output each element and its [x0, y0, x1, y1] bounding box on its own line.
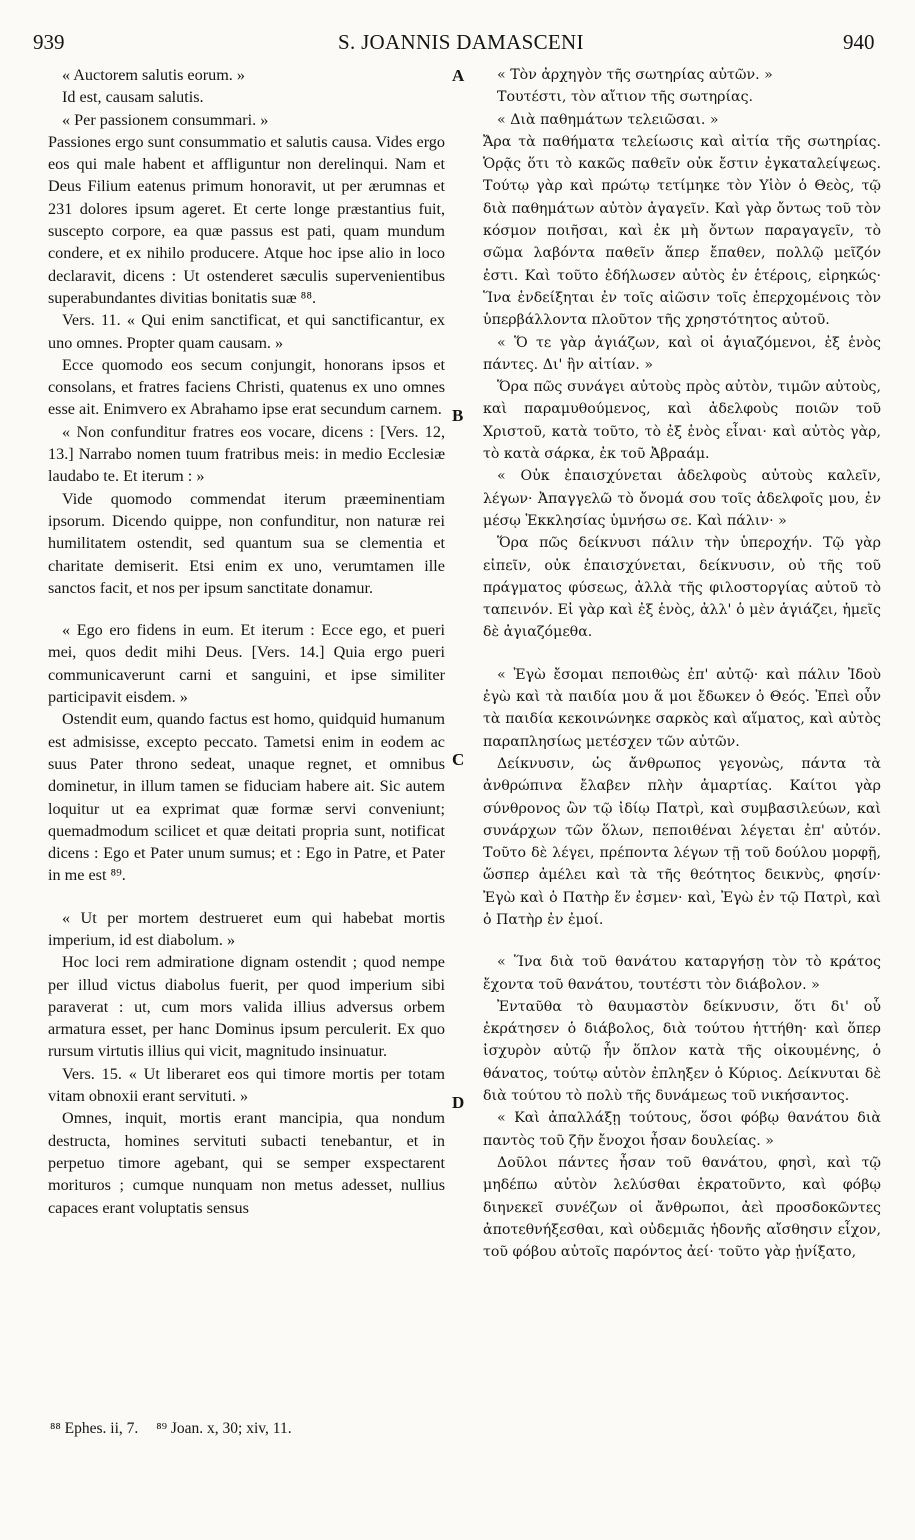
greek-para: Τουτέστι, τὸν αἴτιον τῆς σωτηρίας. — [497, 89, 754, 106]
greek-para: « Τὸν ἀρχηγὸν τῆς σωτηρίας αὐτῶν. » — [497, 67, 773, 83]
greek-para: « Διὰ παθημάτων τελειῶσαι. » — [497, 111, 719, 128]
greek-column — [483, 64, 881, 1263]
greek-para: Ὅρα πῶς δείκνυσι πάλιν τὴν ὑπεροχήν. Τῷ γὰρ εἰπεῖν, οὐκ ἐπαισχύνεται, δείκνυσιν, οὐ τῆς τοῦ πράγματος φύσεως, ἀλλὰ τῆς φιλοστοργίας αὐτοῦ τὸ ταπεινόν. Εἰ γὰρ καὶ ἐξ ἑνὸς, ἀλλ' ὁ μὲν ἁγιάζει, ἡμεῖς δὲ ἁγιαζόμεθα. — [483, 535, 881, 641]
page-number-right: 940 — [843, 30, 875, 54]
greek-para: « Οὐκ ἐπαισχύνεται ἀδελφοὺς αὐτοὺς καλεῖν, λέγων· Ἀπαγγελῶ τὸ ὄνομά σου τοῖς ἀδελφοῖς μου, ἐν μέσῳ Ἐκκλησίας ὑμνήσω σε. Καὶ πάλιν· » — [483, 468, 881, 529]
latin-para: Vide quomodo commendat iterum præeminentiam ipsorum. Dicendo quippe, non confunditur, non naturæ rei humilitatem ostendit, sed quantum sua se clementia et charitate demiserit. Etsi enim ex uno, verumtamen ille sanctos facit, et nos per ipsum sanctitate donamur. — [48, 489, 445, 597]
latin-para: « Auctorem salutis eorum. » — [62, 66, 245, 84]
greek-para: « Ἵνα διὰ τοῦ θανάτου καταργήσῃ τὸν τὸ κράτος ἔχοντα τοῦ θανάτου, τουτέστι τὸν διάβολον. » — [483, 954, 881, 993]
greek-para: Ἐνταῦθα τὸ θαυμαστὸν δείκνυσιν, ὅτι δι' οὗ ἐκράτησεν ὁ διάβολος, διὰ τούτου ἡττήθη· καὶ ὅπερ ἰσχυρὸν αὐτῷ ἦν ὅπλον κατὰ τῆς οἰκουμένης, ὁ θάνατος, τούτῳ αὐτὸν ἐπληξεν ὁ Κύριος. Δείκνυται δὲ διὰ τούτου τὸ πολὺ τῆς δυνάμεως τοῦ νικήσαντος. — [483, 998, 881, 1105]
page-number-left: 939 — [33, 30, 65, 54]
footnotes — [50, 1420, 470, 1438]
margin-letter-a: A — [452, 66, 465, 85]
latin-para: « Per passionem consummari. » — [62, 110, 269, 129]
greek-para: Ἄρα τὰ παθήματα τελείωσις καὶ αἰτία τῆς σωτηρίας. Ὁρᾷς ὅτι τὸ κακῶς παθεῖν οὐκ ἔστιν ἐγκαταλείψεως. Τούτῳ γὰρ καὶ πρώτῳ τετίμηκε τὸν Υἱὸν ὁ Θεὸς, τῷ διὰ παθημάτων αὐτὸν ἀγαγεῖν. Καὶ γὰρ ὄντως τοῦ τὸν κόσμον ποιῆσαι, καὶ ἐκ μὴ ὄντων παραγαγεῖν, τὸ σῶμα λαβόντα παθεῖν ἅπερ ἔπαθεν, πολλῷ μεῖζόν ἐστι. Καὶ τοῦτο ἐδήλωσεν αὐτὸς ἐν ἑτέροις, εἰρηκώς· Ἵνα ἐνδείξηται ἐν τοῖς αἰῶσιν τοῖς ἐπερχομένοις τὸν ὑπερβάλλοντα πλοῦτον τῆς χρηστότητος αὐτοῦ. — [483, 133, 881, 329]
margin-letter-c: C — [452, 750, 465, 769]
greek-para: « Καὶ ἀπαλλάξῃ τούτους, ὅσοι φόβῳ θανάτου διὰ παντὸς τοῦ ζῆν ἔνοχοι ἦσαν δουλείας. » — [483, 1110, 881, 1149]
latin-para: « Non confunditur fratres eos vocare, dicens : [Vers. 12, 13.] Narrabo nomen tuum fratribus meis: in medio Ecclesiæ laudabo te. Et iterum : » — [48, 422, 445, 486]
running-title: S. JOANNIS DAMASCENI — [338, 30, 584, 54]
greek-para: Ὅρα πῶς συνάγει αὐτοὺς πρὸς αὐτὸν, τιμῶν αὐτοὺς, καὶ παραμυθούμενος, καὶ ἀδελφοὺς ποιῶν τοῦ Χριστοῦ, κατὰ τοῦτο, τὸ ἐξ ἑνὸς εἶναι· καὶ αὐτὸς γὰρ, τὸ κατὰ σάρκα, ἐκ τοῦ Ἀβραάμ. — [483, 379, 881, 463]
greek-para: Δοῦλοι πάντες ἦσαν τοῦ θανάτου, φησὶ, καὶ τῷ μηδέπω αὐτὸν λελύσθαι ἐκρατοῦντο, καὶ φόβῳ διηνεκεῖ συνέζων οἱ ἄνθρωποι, ἀεὶ προσδοκῶντες ἀποτεθνήξεσθαι, καὶ οὐδεμιᾶς ἡδονῆς αἴσθησιν εἶχον, τοῦ φόβου αὐτοῖς παρόντος ἀεί· τοῦτο γὰρ ᾐνίξατο, — [483, 1154, 881, 1261]
latin-para: « Ut per mortem destrueret eum qui habebat mortis imperium, id est diabolum. » — [48, 908, 445, 949]
greek-para: « Ἐγὼ ἔσομαι πεποιθὼς ἐπ' αὐτῷ· καὶ πάλιν Ἰδοὺ ἐγὼ καὶ τὰ παιδία μου ἅ μοι ἔδωκεν ὁ Θεός. Ἐπεὶ οὖν τὰ παιδία κεκοινώνηκε σαρκὸς καὶ αἵματος, καὶ αὐτὸς παραπλησίως μετέσχεν τῶν αὐτῶν. — [483, 666, 881, 750]
latin-para: Ecce quomodo eos secum conjungit, honorans ipsos et consolans, et fratres faciens Christi, quatenus ex uno omnes esse ait. Enimvero ex Abrahamo ipse erat secundum carnem. — [48, 355, 445, 419]
latin-para: Ostendit eum, quando factus est homo, quidquid humanum est admisisse, excepto peccato. Tametsi enim in eodem ac suus Pater throno sedeat, unaque regnet, et omnibus dominetur, in illum tamen se fiduciam habere ait. Sic autem loquitur ut ea exprimat quæ formæ servi conveniunt; quemadmodum scilicet et quæ deitati propria sunt, notificat dicens : Ego et Pater unum sumus; et : Ego in Patre, et Pater in me est ⁸⁹. — [48, 710, 445, 885]
latin-para: Passiones ergo sunt consummatio et salutis causa. Vides ergo eos qui male habent et affliguntur non derelinqui. Nam et Deus Filium eatenus primum honoravit, ut per ærumnas et 231 dolores ipsum ageret. Et certe longe præstantius fuit, suscepto corpore, ea quæ passus est pati, quam mundum condere, et ex nihilo producere. Atque hoc ipse alio in loco declaravit, dicens : Ut ostenderet sæculis supervenientibus superabundantes divitias bonitatis suæ ⁸⁸. — [48, 132, 445, 307]
margin-letter-d: D — [452, 1093, 465, 1112]
margin-letter-b: B — [452, 406, 464, 425]
latin-para: « Ego ero fidens in eum. Et iterum : Ecce ego, et pueri mei, quos dedit mihi Deus. [Vers. 14.] Quia ergo pueri communicaverunt carni et sanguini, et ipse similiter participavit eisdem. » — [48, 621, 445, 707]
latin-para: Omnes, inquit, mortis erant mancipia, qua nondum destructa, homines servituti subacti tenebantur, et in perpetuo timore agebant, qui se semper exspectarent morituros ; cumque nunquam non metus adesset, nullius capaces erant voluptatis sensus — [48, 1109, 445, 1217]
greek-para: Δείκνυσιν, ὡς ἄνθρωπος γεγονὼς, πάντα τὰ ἀνθρώπινα ἔλαβεν πλὴν ἁμαρτίας. Καίτοι γὰρ σύνθρονος ὢν τῷ ἰδίῳ Πατρὶ, καὶ συμβασιλεύων, καὶ συνάρχων τῶν ὅλων, πεποιθέναι λέγεται ἐπ' αὐτόν. Τοῦτο δὲ λέγει, πρέποντα λέγων τῇ τοῦ δούλου μορφῇ, ὥσπερ ἀμέλει καὶ τὰ τῆς θεότητος δεικνὺς, φησίν· Ἐγὼ καὶ ὁ Πατὴρ ἕν ἐσμεν· καὶ, Ἐγὼ ἐν τῷ Πατρὶ, καὶ ὁ Πατὴρ ἐν ἐμοί. — [483, 755, 881, 928]
latin-para: Vers. 11. « Qui enim sanctificat, et qui sanctificantur, ex uno omnes. Propter quam causam. » — [48, 311, 445, 352]
latin-para: Vers. 15. « Ut liberaret eos qui timore mortis per totam vitam obnoxii erant servituti. » — [48, 1064, 445, 1106]
footnote: ⁸⁸ Ephes. ii, 7. — [50, 1420, 139, 1437]
footnote: ⁸⁹ Joan. x, 30; xiv, 11. — [156, 1420, 292, 1437]
latin-para: Hoc loci rem admiratione dignam ostendit ; quod nempe per illud victus diabolus fuerit, per quod imperium sibi paraverat : ut, cum mors valida illius adversus orbem armatura esset, per hanc Dominus ipsum perculerit. Ex quo rursum virtutis illius qui vicit, magnitudo insinuatur. — [48, 953, 445, 1061]
greek-para: « Ὅ τε γὰρ ἁγιάζων, καὶ οἱ ἁγιαζόμενοι, ἐξ ἑνὸς πάντες. Δι' ἣν αἰτίαν. » — [483, 334, 881, 373]
latin-column — [48, 64, 445, 1219]
latin-para: Id est, causam salutis. — [62, 88, 204, 107]
running-header — [0, 30, 915, 60]
